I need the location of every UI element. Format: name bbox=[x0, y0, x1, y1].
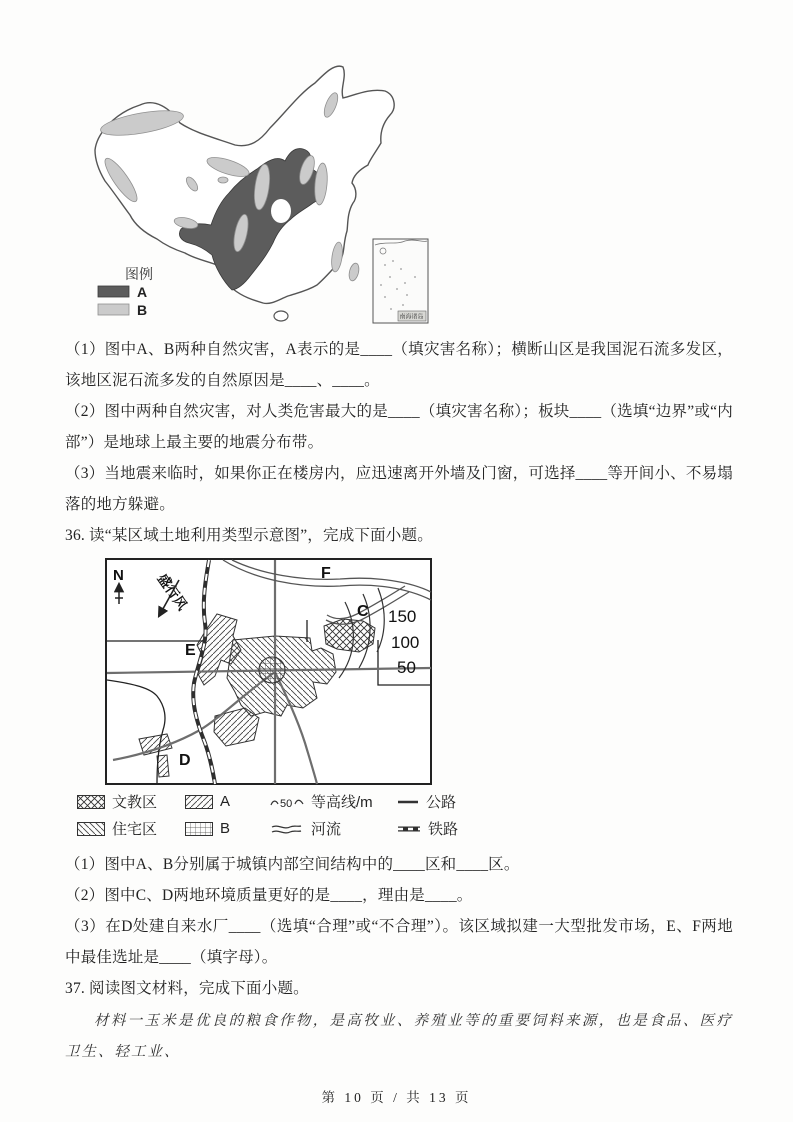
contour-label-100: 100 bbox=[391, 633, 420, 652]
legend-label-road: 公路 bbox=[426, 794, 457, 811]
legend-item-wenjiao bbox=[77, 791, 185, 812]
page-footer: 第 10 页 / 共 13 页 bbox=[321, 1090, 472, 1105]
legend-swatch-b bbox=[98, 304, 129, 315]
legend-row-2 bbox=[77, 815, 557, 842]
legend-label-zhuzhai: 住宅区 bbox=[112, 821, 158, 838]
q35-part-1: （1）图中A、B两种自然灾害，A表示的是____（填灾害名称）；横断山区是我国泥石流多发区，该地区泥石流多发的自然原因是____、____。 bbox=[65, 341, 733, 389]
china-map-legend bbox=[98, 266, 153, 318]
china-legend-title: 图例 bbox=[125, 266, 153, 282]
legend-item-river bbox=[270, 818, 397, 839]
hainan-island bbox=[274, 311, 288, 321]
back-hatch-swatch-icon bbox=[77, 822, 105, 836]
legend-item-railway bbox=[397, 818, 487, 839]
region-b-centre bbox=[259, 657, 285, 683]
q35-part-3: （3）当地震来临时，如果你正在楼房内，应迅速离开外墙及门窗，可选择____等开间小、不易塌落的地方躲避。 bbox=[65, 465, 733, 513]
legend-swatch-a bbox=[98, 286, 129, 297]
q37-stem: 37. 阅读图文材料，完成下面小题。 bbox=[65, 980, 309, 997]
site-label-f: F bbox=[321, 565, 331, 582]
crosshatch-swatch-icon bbox=[77, 795, 105, 809]
grid-swatch-icon bbox=[185, 822, 213, 836]
legend-item-zhuzhai bbox=[77, 818, 185, 839]
legend-label-a: A bbox=[137, 284, 148, 300]
legend-row-1 bbox=[77, 788, 557, 815]
contour-label-50: 50 bbox=[397, 658, 416, 677]
site-label-d: D bbox=[179, 752, 191, 769]
legend-label-river: 河流 bbox=[311, 821, 342, 838]
legend-item-b bbox=[185, 820, 270, 837]
railway-symbol-icon bbox=[397, 822, 421, 836]
south-china-sea-inset bbox=[373, 239, 428, 323]
river-symbol-icon bbox=[270, 822, 304, 836]
q36-part-2: （2）图中C、D两地环境质量更好的是____，理由是____。 bbox=[65, 887, 473, 904]
forward-hatch-swatch-icon bbox=[185, 795, 213, 809]
china-hazard-map bbox=[85, 53, 441, 335]
road-symbol-icon bbox=[397, 795, 419, 809]
north-label: N bbox=[113, 567, 124, 584]
legend-item-contour bbox=[270, 791, 397, 812]
svg-text:50: 50 bbox=[280, 797, 293, 809]
legend-label-wenjiao: 文教区 bbox=[112, 794, 158, 811]
site-label-e: E bbox=[185, 642, 196, 659]
taiwan-island bbox=[347, 262, 360, 282]
legend-label-contour: 等高线/m bbox=[311, 794, 373, 811]
land-use-legend bbox=[77, 788, 557, 842]
q37-material: 材料一玉米是优良的粮食作物，是高牧业、养殖业等的重要饲料来源，也是食品、医疗卫生、轻工业、 bbox=[65, 1013, 733, 1060]
contour-symbol-icon bbox=[270, 795, 304, 809]
legend-label-b: B bbox=[137, 302, 148, 318]
legend-label-b: B bbox=[220, 820, 231, 837]
site-label-c: C bbox=[357, 603, 369, 620]
q35-part-2: （2）图中两种自然灾害，对人类危害最大的是____（填灾害名称）；板块____（选填“边界”或“内部”）是地球上最主要的地震分布带。 bbox=[65, 403, 733, 451]
inset-label: 南海诸岛 bbox=[399, 314, 424, 321]
q36-part-3: （3）在D处建自来水厂____（选填“合理”或“不合理”）。该区域拟建一大型批发市场，E、F两地中最佳选址是____（填字母）。 bbox=[65, 918, 733, 966]
legend-label-a: A bbox=[220, 793, 231, 810]
legend-item-road bbox=[397, 791, 487, 812]
contour-label-150: 150 bbox=[388, 607, 417, 626]
legend-label-railway: 铁路 bbox=[428, 821, 459, 838]
legend-item-a bbox=[185, 793, 270, 810]
land-use-map bbox=[105, 558, 432, 785]
q36-part-1: （1）图中A、B分别属于城镇内部空间结构中的____区和____区。 bbox=[65, 856, 520, 873]
q36-stem: 36. 读“某区域土地利用类型示意图”，完成下面小题。 bbox=[65, 527, 433, 544]
